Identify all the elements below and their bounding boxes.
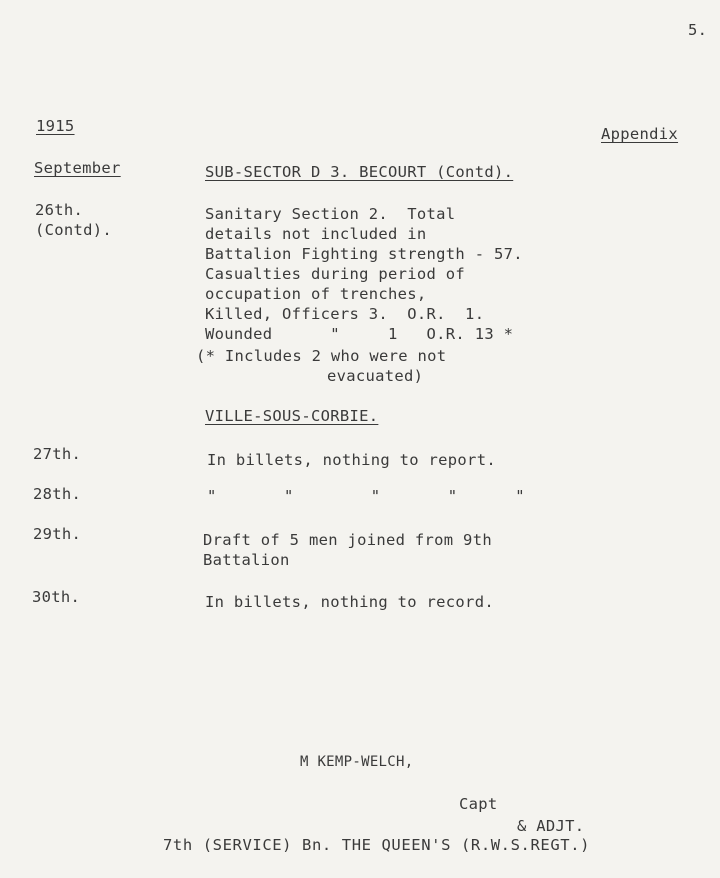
text-line: Casualties during period of <box>205 265 466 283</box>
note-line: evacuated) <box>327 367 424 385</box>
note-line: (* Includes 2 who were not <box>196 347 447 365</box>
text-line: Killed, Officers 3. O.R. 1. <box>205 305 485 323</box>
year-heading: 1915 <box>36 117 75 135</box>
entry-28-date: 28th. <box>33 485 82 503</box>
sector-heading <box>205 162 513 182</box>
entry-30-date: 30th. <box>32 588 81 606</box>
text-line: Sanitary Section 2. Total <box>205 205 456 223</box>
text-line: details not included in <box>205 225 427 243</box>
entry-27-text: In billets, nothing to report. <box>207 451 496 469</box>
entry-26-text <box>205 204 523 344</box>
date-line: (Contd). <box>35 221 113 239</box>
signatory-role: & ADJT. <box>517 817 585 835</box>
entry-26-date <box>35 200 112 240</box>
text-line: Battalion <box>203 551 290 569</box>
text-line: Battalion Fighting strength - 57. <box>205 245 523 263</box>
entry-29-text <box>203 530 492 570</box>
text-line: Wounded " 1 O.R. 13 * <box>205 325 514 343</box>
page-number: 5. <box>688 21 708 39</box>
sector-heading-text: SUB-SECTOR D 3. BECOURT (Contd). <box>205 163 514 181</box>
text-line: occupation of trenches, <box>205 285 427 303</box>
signatory-name: M KEMP-WELCH, <box>300 754 414 770</box>
entry-29-date: 29th. <box>33 525 82 543</box>
entry-26-note <box>196 346 446 386</box>
month-heading: September <box>34 159 121 177</box>
signatory-rank: Capt <box>459 795 498 813</box>
date-line: 26th. <box>35 201 84 219</box>
appendix-label: Appendix <box>601 125 679 143</box>
unit-line: 7th (SERVICE) Bn. THE QUEEN'S (R.W.S.REGT.) <box>163 836 591 854</box>
place-heading: VILLE-SOUS-CORBIE. <box>205 407 379 425</box>
text-line: Draft of 5 men joined from 9th <box>203 531 492 549</box>
entry-30-text: In billets, nothing to record. <box>205 593 494 611</box>
entry-28-ditto: " " " " " <box>207 487 525 505</box>
entry-27-date: 27th. <box>33 445 82 463</box>
